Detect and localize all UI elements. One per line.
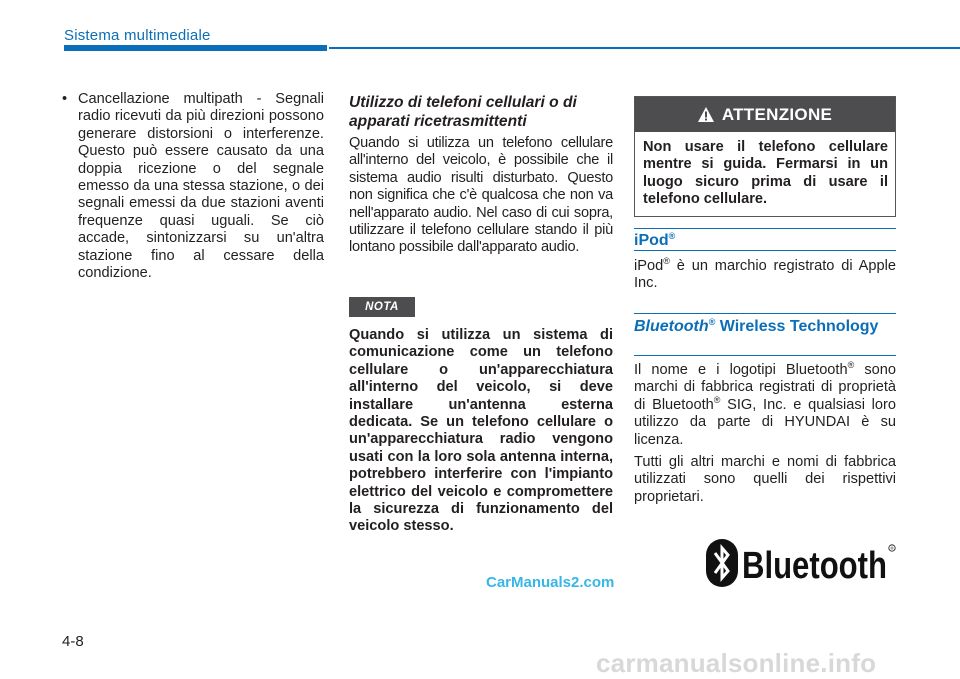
warning-triangle-icon [698, 107, 714, 122]
ipod-paragraph: iPod® è un marchio registrato di Apple Inc. [634, 256, 896, 292]
header-rule-thin [329, 47, 960, 49]
header-rule-thick [64, 45, 327, 51]
warning-title: ATTENZIONE [721, 105, 833, 124]
warning-header [635, 97, 895, 132]
bt-rule-bottom [634, 355, 896, 356]
warning-box [634, 96, 896, 217]
warning-text: Non usare il telefono cellulare mentre si guida. Fermarsi in un luogo sicuro prima di usare il telefono cellulare. [643, 139, 888, 208]
ipod-heading: iPod® [634, 231, 676, 249]
bt-rule-top [634, 313, 896, 314]
ipod-rule-bottom [634, 250, 896, 251]
bullet-item [62, 91, 324, 282]
bullet-text: Cancellazione multipath - Segnali radio ricevuti da più direzioni possono generare distorsioni o interferenze. Questo può essere causato da una doppia ricezione o del segnale emesso da una stessa stazione, o dei segnali emessi da due stazioni aventi frequenze quasi uguali. Se ciò accade, sintonizzarsi su un'altra stazione fino al cessare della condizione. [78, 91, 324, 282]
bluetooth-logo [706, 538, 896, 588]
bullet-mark: • [62, 91, 68, 107]
footer-watermark: carmanualsonline.info [596, 648, 877, 678]
page-number: 4-8 [62, 633, 84, 650]
bluetooth-logo-word: Bluetooth [742, 545, 887, 587]
section-title: Sistema multimediale [64, 27, 211, 44]
note-text: Quando si utilizza un sistema di comunicazione come un telefono cellulare o un'apparecchiatura all'interno del veicolo, si deve installare un'antenna esterna dedicata. Se un telefono cellulare o un'apparecchiatura radio vengono usati con la loro sola antenna interna, potrebbero interferire con l'impianto elettrico del veicolo e compromettere la sicurezza di funzionamento del veicolo stesso. [349, 327, 613, 535]
watermark: CarManuals2.com [486, 574, 615, 591]
svg-text:®: ® [890, 546, 894, 551]
phone-usage-heading: Utilizzo di telefoni cellulari o di apparati ricetrasmittenti [349, 94, 577, 130]
bt-paragraph-2: Tutti gli altri marchi e nomi di fabbrica utilizzati sono quelli dei rispettivi proprietari. [634, 454, 896, 505]
ipod-rule-top [634, 228, 896, 229]
phone-usage-paragraph: Quando si utilizza un telefono cellulare all'interno del veicolo, è possibile che il sistema audio risulti disturbato. Questo non significa che c'è qualcosa che non va nell'apparato audio. Nel caso di cui sopra, utilizzare il telefono cellulare stando il più lontano possibile dall'apparato audio. [349, 135, 613, 256]
note-label: NOTA [349, 297, 415, 317]
bluetooth-rune-icon [706, 539, 738, 587]
bt-heading: Bluetooth® Wireless Technology [634, 317, 879, 335]
bt-paragraph-1: Il nome e i logotipi Bluetooth® sono marchi di fabbrica registrati di proprietà di Bluetooth® SIG, Inc. e qualsiasi loro utilizzo da parte di HYUNDAI è su licenza. [634, 360, 897, 448]
